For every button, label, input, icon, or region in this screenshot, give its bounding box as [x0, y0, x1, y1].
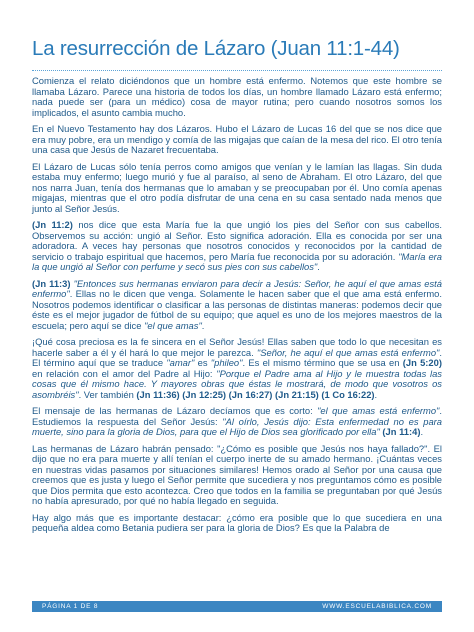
document-body: [32, 76, 442, 534]
scripture-reference: (Jn 5:20): [402, 357, 442, 368]
website-link[interactable]: WWW.ESCUELABIBLICA.COM: [322, 603, 432, 610]
paragraph-text: en relación con el amor del Padre al Hijo:: [32, 367, 217, 379]
body-paragraph: [32, 220, 442, 273]
paragraph-text: Las hermanas de Lázaro habrán pensado: "¿Cómo es posible que Jesús nos haya fallado?". El dijo que no era para muerte y allí tenían el cuerpo inerte de su amado hermano. ¡Cuántas veces en nuestras vidas pasamos por situaciones similares! Hemos orado al Señor por una causa que creemos que es justa y luego el Señor permite que sucediera y nos preguntamos cómo es posible que Dios permita que esto acontezca. Creo que todos en la familia se preguntaban por qué Jesús no había apresurado, por qué no había llegado en seguida.: [32, 442, 442, 506]
body-paragraph: [32, 124, 442, 156]
body-paragraph: [32, 513, 442, 534]
paragraph-text: .: [420, 426, 424, 437]
paragraph-text: . Es el mismo término que se usa en: [242, 357, 403, 368]
body-paragraph: [32, 406, 442, 438]
quoted-text: "el que amas está enfermo": [317, 405, 440, 416]
paragraph-text: .: [201, 319, 205, 331]
paragraph-text: Comienza el relato diciéndonos que un hombre está enfermo. Notemos que este hombre se llamaba Lázaro. Parece una historia de todos los días, un hombre llamado Lázaro está enfermo; nada puede ser (para un médico) cosa de mayor rutina; pero cuando nosotros somos los implicados, el asunto cambia mucho.: [32, 75, 442, 118]
paragraph-text: . El término aquí que se traduce: [32, 346, 442, 368]
quoted-text: "phileo": [210, 357, 243, 368]
quoted-text: "Porque el Padre ama al Hijo y le muestra todas las cosas que él mismo hace. Y mayores obras que éstas le mostrará, de modo que vosotros os asombréis": [32, 367, 442, 400]
quoted-text: "Señor, he aquí el que amas está enfermo": [256, 346, 440, 358]
body-paragraph: [32, 162, 442, 215]
paragraph-text: El mensaje de las hermanas de Lázaro decíamos que es corto:: [32, 405, 318, 416]
document-title: La resurrección de Lázaro (Juan 11:1-44): [32, 37, 400, 60]
quoted-text: "amar": [166, 357, 195, 368]
paragraph-text: nos dice que esta María fue la que ungió los pies del Señor con sus cabellos. Observemos su acción: ungió al Señor. Esto significa adoración. Ella es conocida por ser una adoradora. A veces hay personas que nosotros conocidos y reconocidos por la cantidad de servicio o trabajo espiritual que hacemos, pero María fue reconocida por su adoración.: [32, 219, 443, 262]
paragraph-text: ¡Qué cosa preciosa es la fe sincera en el Señor Jesús! Ellas saben que todo lo que necesitan es hacerle saber a él y él hará lo que mejor le parezca.: [32, 336, 442, 358]
quoted-text: "el que amas": [144, 319, 202, 331]
document-page: [32, 36, 442, 540]
paragraph-text: . Estudiemos la respuesta del Señor Jesús:: [32, 405, 442, 427]
quoted-text: "María era la que ungió al Señor con perfume y secó sus pies con sus cabellos": [32, 250, 442, 272]
page-footer: [32, 601, 442, 612]
quoted-text: "Entonces sus hermanas enviaron para decir a Jesús: Señor, he aquí el que amas está enfermo": [32, 277, 442, 299]
body-paragraph: [32, 279, 442, 332]
paragraph-text: . Ver también: [78, 388, 137, 400]
body-paragraph: [32, 76, 442, 118]
paragraph-text: es: [194, 357, 211, 368]
paragraph-text: .: [317, 261, 320, 272]
title-dotted-divider: [32, 70, 442, 71]
quoted-text: "Al oírlo, Jesús dijo: Esta enfermedad no es para muerte, sino para la gloria de Dios, para que el Hijo de Dios sea glorificado por ella": [32, 415, 443, 437]
paragraph-text: . Ellas no le dicen que venga. Solamente le hacen saber que el que ama está enfermo. Nosotros podemos identificar o clasificar a las personas de distintas maneras: podemos decir que éste es el mejor jugador de fútbol de su equipo; que aquel es uno de los mejores maestros de la escuela; pero aquí se dice: [32, 288, 442, 331]
paragraph-text: El Lázaro de Lucas sólo tenía perros como amigos que venían y le lamían las llagas. Sin duda estaba muy enfermo; luego murió y fue al paraíso, al seno de Abraham. El otro Lázaro, del que nos narra Juan, tenía dos hermanas que lo amaban y se preocupaban por él. Uno comía apenas migajas, mientras que el otro podía disfrutar de una cena en su casa sentado nada menos que junto al Señor Jesús.: [32, 160, 442, 214]
page-number: PÁGINA 1 DE 8: [42, 603, 99, 610]
body-paragraph: [32, 444, 442, 507]
paragraph-text: .: [374, 388, 378, 400]
scripture-reference: (Jn 11:36) (Jn 12:25) (Jn 16:27) (Jn 21:15) (1 Co 16:22): [136, 388, 375, 400]
scripture-reference: (Jn 11:3): [32, 277, 71, 289]
scripture-reference: (Jn 11:4): [382, 426, 421, 437]
scripture-reference: (Jn 11:2): [32, 219, 73, 230]
paragraph-text: Hay algo más que es importante destacar: ¿cómo era posible que lo que sucediera en una pequeña aldea como Betania pudiera ser para la gloria de Dios? Es que la Palabra de: [32, 511, 442, 533]
paragraph-text: En el Nuevo Testamento hay dos Lázaros. Hubo el Lázaro de Lucas 16 del que se nos dice que era muy pobre, era un mendigo y comía de las migajas que caían de la mesa del rico. El otro tenía una casa que Jesús de Nazaret frecuentaba.: [32, 123, 442, 155]
body-paragraph: [32, 337, 442, 400]
